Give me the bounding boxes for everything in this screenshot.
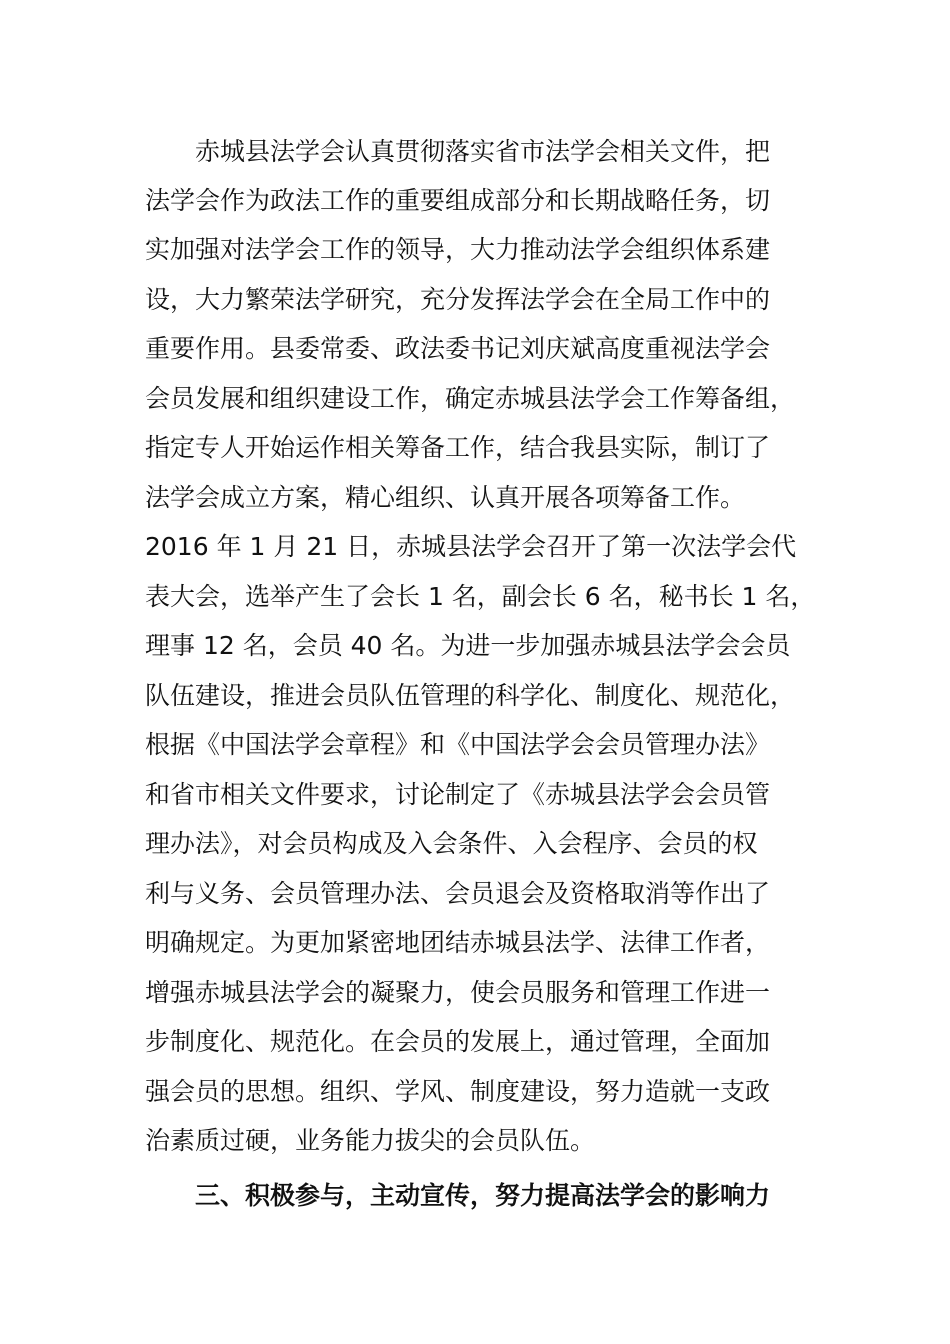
paragraph-line: 设，大力繁荣法学研究，充分发挥法学会在全局工作中的: [145, 285, 771, 314]
paragraph-line: 明确规定。为更加紧密地团结赤城县法学、法律工作者，: [145, 928, 771, 957]
paragraph-line: 法学会作为政法工作的重要组成部分和长期战略任务，切: [145, 186, 771, 215]
paragraph-line: 理办法》，对会员构成及入会条件、入会程序、会员的权: [145, 829, 758, 858]
paragraph-line: 队伍建设，推进会员队伍管理的科学化、制度化、规范化，: [145, 681, 796, 710]
paragraph-line: 理事 12 名，会员 40 名。为进一步加强赤城县法学会会员: [145, 631, 791, 660]
paragraph-line: 2016 年 1 月 21 日，赤城县法学会召开了第一次法学会代: [145, 532, 797, 561]
paragraph-line: 步制度化、规范化。在会员的发展上，通过管理，全面加: [145, 1027, 771, 1056]
paragraph-line: 强会员的思想。组织、学风、制度建设，努力造就一支政: [145, 1077, 771, 1106]
paragraph-line: 指定专人开始运作相关筹备工作，结合我县实际，制订了: [145, 433, 771, 462]
paragraph-line: 根据《中国法学会章程》和《中国法学会会员管理办法》: [145, 730, 771, 759]
paragraph-line: 会员发展和组织建设工作，确定赤城县法学会工作筹备组，: [145, 384, 796, 413]
paragraph-line: 治素质过硬，业务能力拔尖的会员队伍。: [145, 1126, 596, 1155]
paragraph-line: 法学会成立方案，精心组织、认真开展各项筹备工作。: [145, 483, 746, 512]
paragraph-line: 实加强对法学会工作的领导，大力推动法学会组织体系建: [145, 235, 771, 264]
section-heading: 三、积极参与，主动宣传，努力提高法学会的影响力: [195, 1181, 771, 1210]
paragraph-line: 重要作用。县委常委、政法委书记刘庆斌高度重视法学会: [145, 334, 771, 363]
paragraph-line: 赤城县法学会认真贯彻落实省市法学会相关文件，把: [195, 137, 771, 166]
paragraph-line: 利与义务、会员管理办法、会员退会及资格取消等作出了: [145, 879, 771, 908]
paragraph-line: 和省市相关文件要求，讨论制定了《赤城县法学会会员管: [145, 780, 771, 809]
paragraph-line: 表大会，选举产生了会长 1 名，副会长 6 名，秘书长 1 名，: [145, 582, 816, 611]
paragraph-line: 增强赤城县法学会的凝聚力，使会员服务和管理工作进一: [145, 978, 771, 1007]
